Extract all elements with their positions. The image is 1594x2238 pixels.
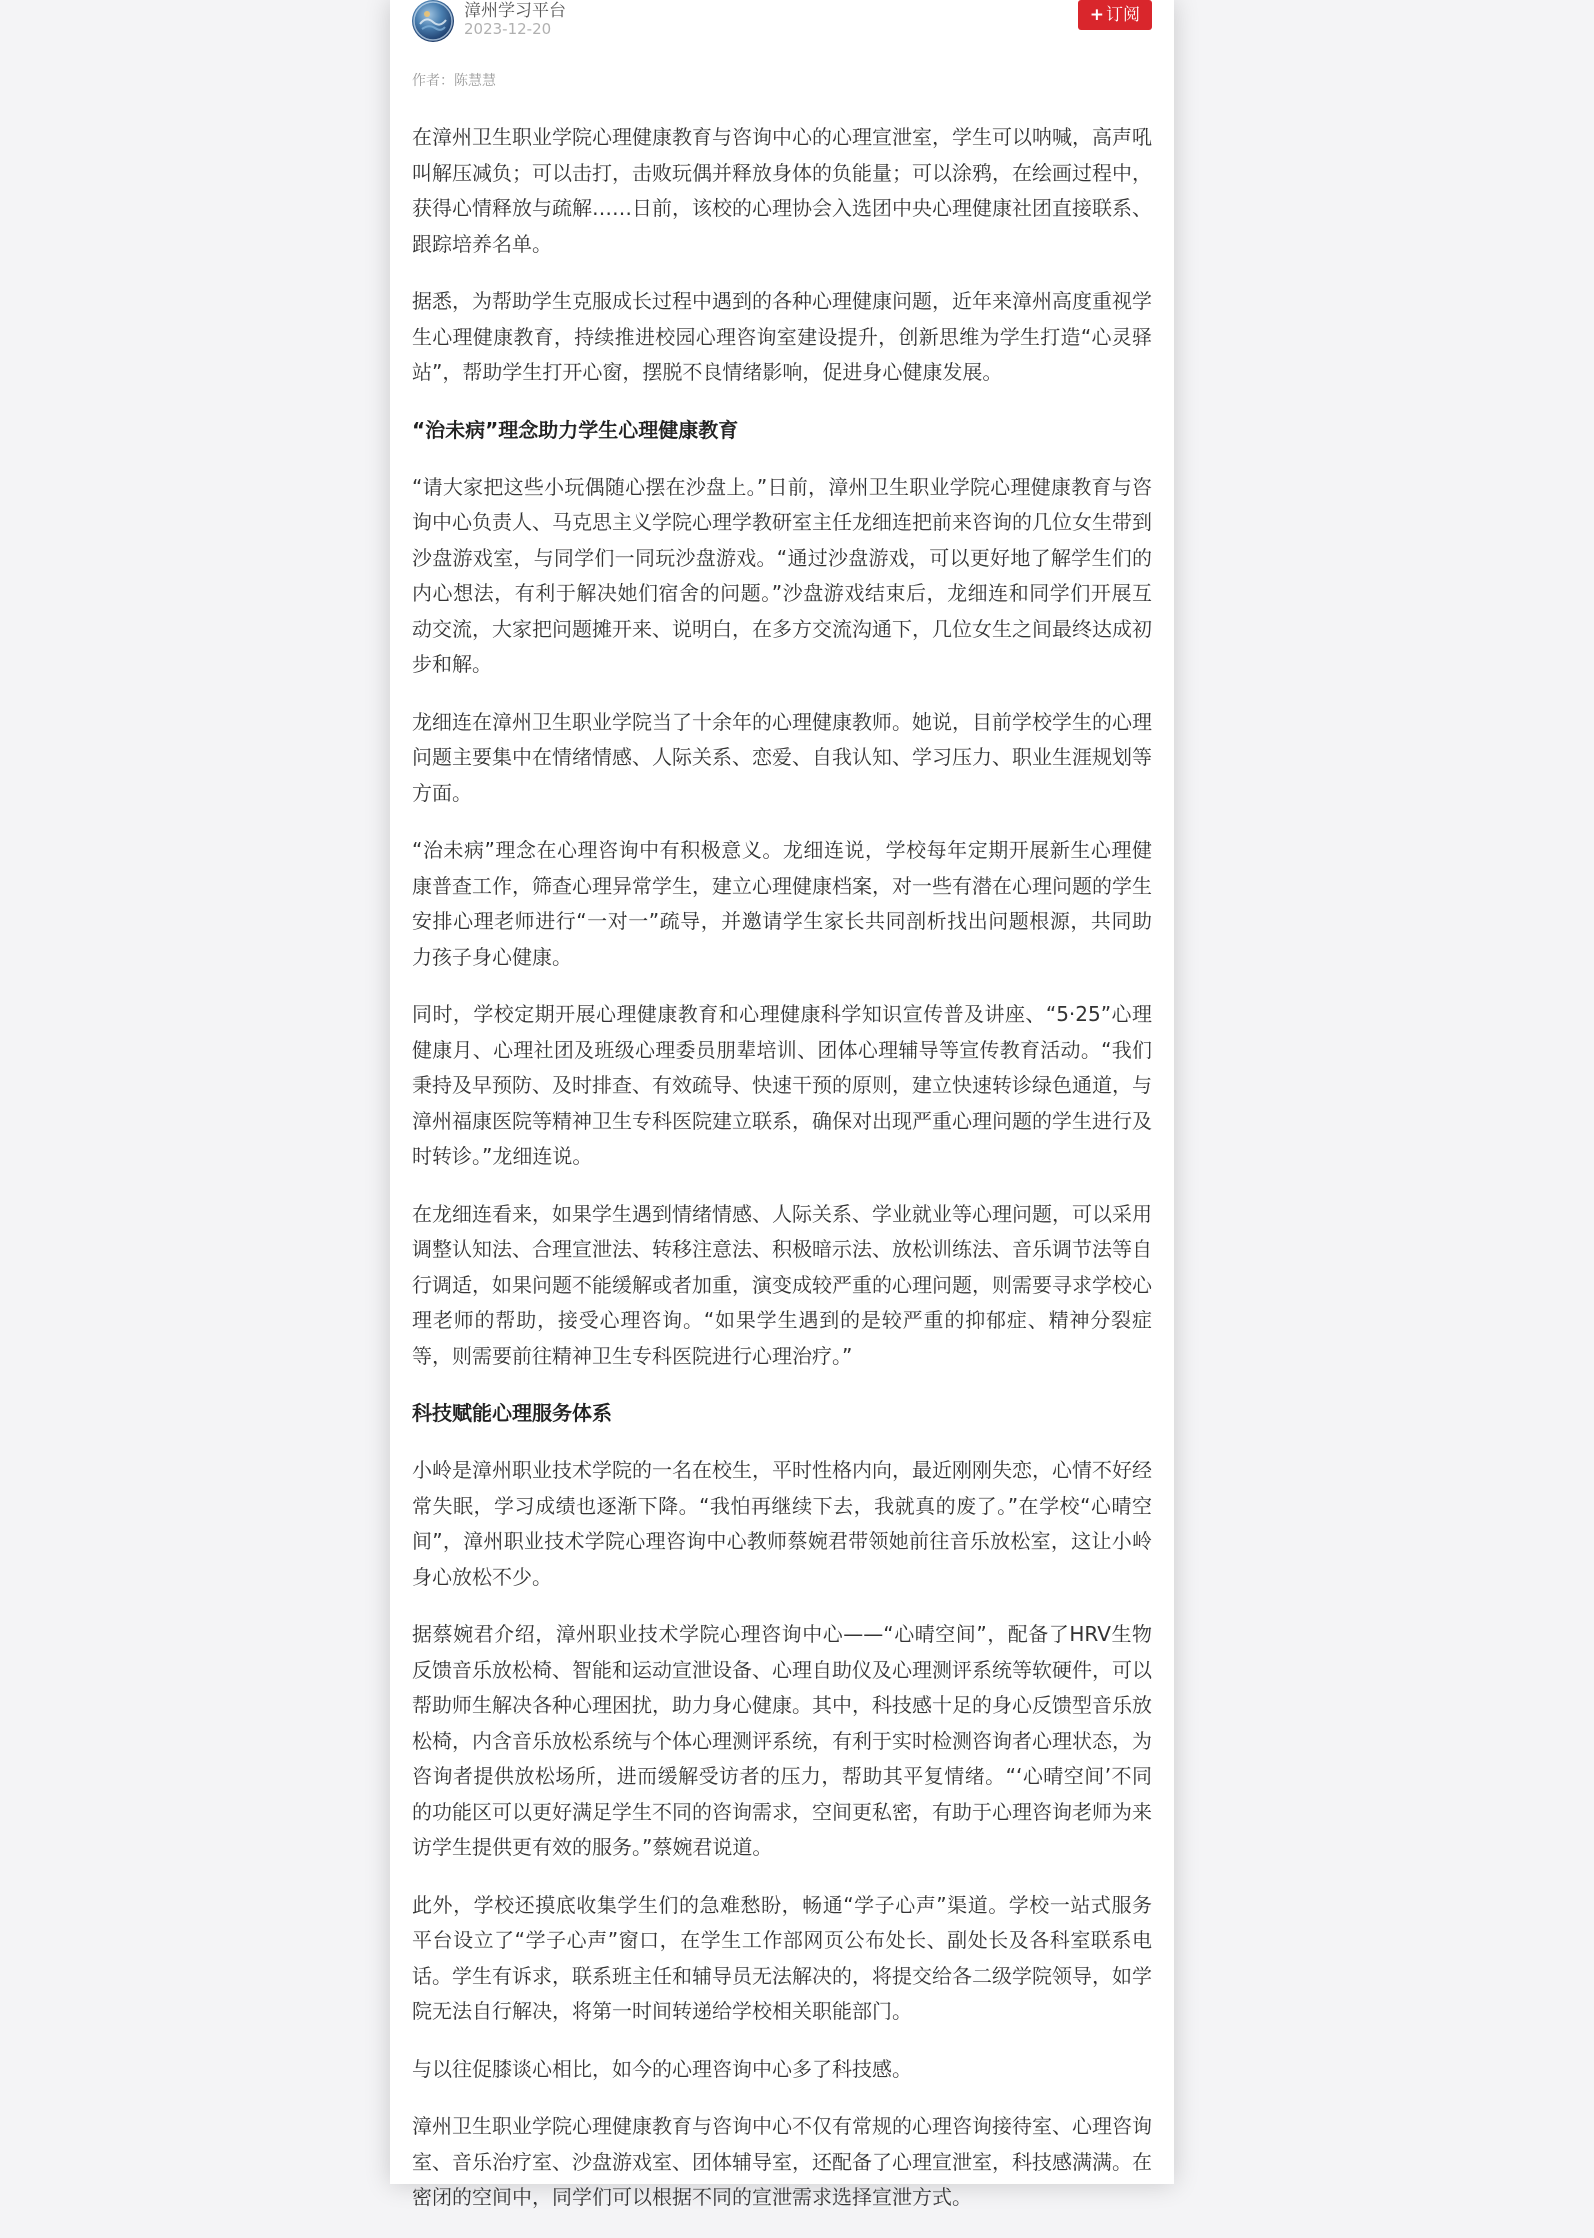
paragraph: 小岭是漳州职业技术学院的一名在校生，平时性格内向，最近刚刚失恋，心情不好经常失眠，学习成绩也逐渐下降。“我怕再继续下去，我就真的废了。”在学校“心晴空间”，漳州职业技术学院心理咨询中心教师蔡婉君带领她前往音乐放松室，这让小岭身心放松不少。 <box>412 1458 1152 1589</box>
paragraph: “请大家把这些小玩偶随心摆在沙盘上。”日前，漳州卫生职业学院心理健康教育与咨询中心负责人、马克思主义学院心理学教研室主任龙细连把前来咨询的几位女生带到沙盘游戏室，与同学们一同玩沙盘游戏。“通过沙盘游戏，可以更好地了解学生们的内心想法，有利于解决她们宿舍的问题。”沙盘游戏结束后，龙细连和同学们开展互动交流，大家把问题摊开来、说明白，在多方交流沟通下，几位女生之间最终达成初步和解。 <box>412 474 1152 676</box>
plus-icon: + <box>1089 5 1104 25</box>
author-line: 作者：陈慧慧 <box>412 73 496 89</box>
article-body <box>412 120 1152 2238</box>
paragraph: 同时，学校定期开展心理健康教育和心理健康科学知识宣传普及讲座、“5·25”心理健康月、心理社团及班级心理委员朋辈培训、团体心理辅导等宣传教育活动。“我们秉持及早预防、及时排查、有效疏导、快速干预的原则，建立快速转诊绿色通道，与漳州福康医院等精神卫生专科医院建立联系，确保对出现严重心理问题的学生进行及时转诊。”龙细连说。 <box>412 1002 1152 1168</box>
article-card <box>390 0 1174 2209</box>
paragraph: “治未病”理念在心理咨询中有积极意义。龙细连说，学校每年定期开展新生心理健康普查工作，筛查心理异常学生，建立心理健康档案，对一些有潜在心理问题的学生安排心理老师进行“一对一”疏导，并邀请学生家长共同剖析找出问题根源，共同助力孩子身心健康。 <box>412 838 1152 969</box>
paragraph: 据蔡婉君介绍，漳州职业技术学院心理咨询中心——“心晴空间”，配备了HRV生物反馈音乐放松椅、智能和运动宣泄设备、心理自助仪及心理测评系统等软硬件，可以帮助师生解决各种心理困扰，助力身心健康。其中，科技感十足的身心反馈型音乐放松椅，内含音乐放松系统与个体心理测评系统，有利于实时检测咨询者心理状态，为咨询者提供放松场所，进而缓解受访者的压力，帮助其平复情绪。“‘心晴空间’不同的功能区可以更好满足学生不同的咨询需求，空间更私密，有助于心理咨询老师为来访学生提供更有效的服务。”蔡婉君说道。 <box>412 1622 1152 1859</box>
publish-date: 2023-12-20 <box>464 20 552 38</box>
avatar-emblem-icon <box>412 0 454 42</box>
paragraph: 据悉，为帮助学生克服成长过程中遇到的各种心理健康问题，近年来漳州高度重视学生心理健康教育，持续推进校园心理咨询室建设提升，创新思维为学生打造“心灵驿站”，帮助学生打开心窗，摆脱不良情绪影响，促进身心健康发展。 <box>412 289 1152 384</box>
article-header <box>412 0 1152 40</box>
source-avatar[interactable] <box>412 0 454 42</box>
paragraph: 在龙细连看来，如果学生遇到情绪情感、人际关系、学业就业等心理问题，可以采用调整认知法、合理宣泄法、转移注意法、积极暗示法、放松训练法、音乐调节法等自行调适，如果问题不能缓解或者加重，演变成较严重的心理问题，则需要寻求学校心理老师的帮助，接受心理咨询。“如果学生遇到的是较严重的抑郁症、精神分裂症等，则需要前往精神卫生专科医院进行心理治疗。” <box>412 1201 1152 1368</box>
section-heading: “治未病”理念助力学生心理健康教育 <box>412 417 739 442</box>
paragraph: 在漳州卫生职业学院心理健康教育与咨询中心的心理宣泄室，学生可以呐喊，高声吼叫解压减负；可以击打，击败玩偶并释放身体的负能量；可以涂鸦，在绘画过程中，获得心情释放与疏解……日前，该校的心理协会入选团中央心理健康社团直接联系、跟踪培养名单。 <box>412 125 1152 256</box>
section-heading: 科技赋能心理服务体系 <box>412 1401 612 1425</box>
subscribe-label: 订阅 <box>1106 5 1140 25</box>
source-name[interactable]: 漳州学习平台 <box>464 1 566 21</box>
paragraph: 与以往促膝谈心相比，如今的心理咨询中心多了科技感。 <box>412 2056 912 2081</box>
paragraph: 此外，学校还摸底收集学生们的急难愁盼，畅通“学子心声”渠道。学校一站式服务平台设立了“学子心声”窗口，在学生工作部网页公布处长、副处长及各科室联系电话。学生有诉求，联系班主任和辅导员无法解决的，将提交给各二级学院领导，如学院无法自行解决，将第一时间转递给学校相关职能部门。 <box>412 1892 1152 2023</box>
paragraph: 龙细连在漳州卫生职业学院当了十余年的心理健康教师。她说，目前学校学生的心理问题主要集中在情绪情感、人际关系、恋爱、自我认知、学习压力、职业生涯规划等方面。 <box>412 709 1152 805</box>
subscribe-button[interactable] <box>1078 0 1152 30</box>
paragraph: 漳州卫生职业学院心理健康教育与咨询中心不仅有常规的心理咨询接待室、心理咨询室、音乐治疗室、沙盘游戏室、团体辅导室，还配备了心理宣泄室，科技感满满。在密闭的空间中，同学们可以根据不同的宣泄需求选择宣泄方式。 <box>412 2114 1152 2209</box>
